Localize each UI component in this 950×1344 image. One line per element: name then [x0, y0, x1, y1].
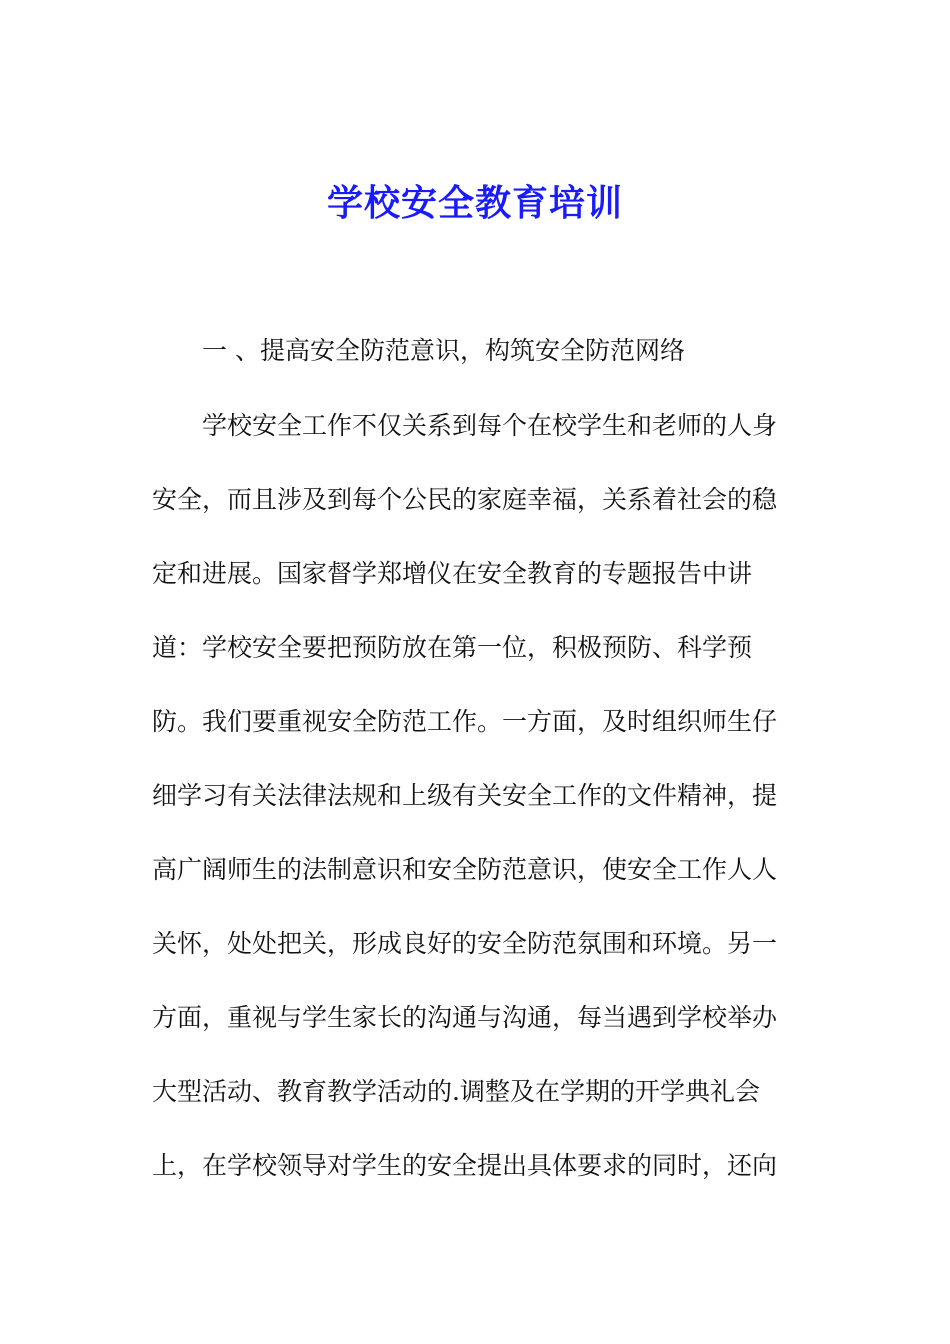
section-heading: 一 、提高安全防范意识，构筑安全防范网络 — [202, 336, 685, 365]
paragraph-line: 方面，重视与学生家长的沟通与沟通，每当遇到学校举办 — [152, 1003, 778, 1032]
paragraph-line: 学校安全工作不仅关系到每个在校学生和老师的人身 — [202, 411, 778, 440]
paragraph-line: 安全，而且涉及到每个公民的家庭幸福，关系着社会的稳 — [152, 485, 778, 514]
paragraph-line: 关怀，处处把关，形成良好的安全防范氛围和环境。另一 — [152, 929, 778, 958]
paragraph-line: 细学习有关法律法规和上级有关安全工作的文件精神，提 — [152, 781, 778, 810]
paragraph-line: 大型活动、教育教学活动的.调整及在学期的开学典礼会 — [152, 1077, 760, 1106]
paragraph-line: 防。我们要重视安全防范工作。一方面，及时组织师生仔 — [152, 707, 778, 736]
document-title: 学校安全教育培训 — [326, 183, 623, 224]
paragraph-line: 道：学校安全要把预防放在第一位，积极预防、科学预 — [152, 633, 753, 662]
paragraph-line: 定和进展。国家督学郑增仪在安全教育的专题报告中讲 — [152, 559, 753, 588]
paragraph-line: 上，在学校领导对学生的安全提出具体要求的同时，还向 — [152, 1151, 778, 1180]
paragraph-line: 高广阔师生的法制意识和安全防范意识，使安全工作人人 — [152, 855, 778, 884]
